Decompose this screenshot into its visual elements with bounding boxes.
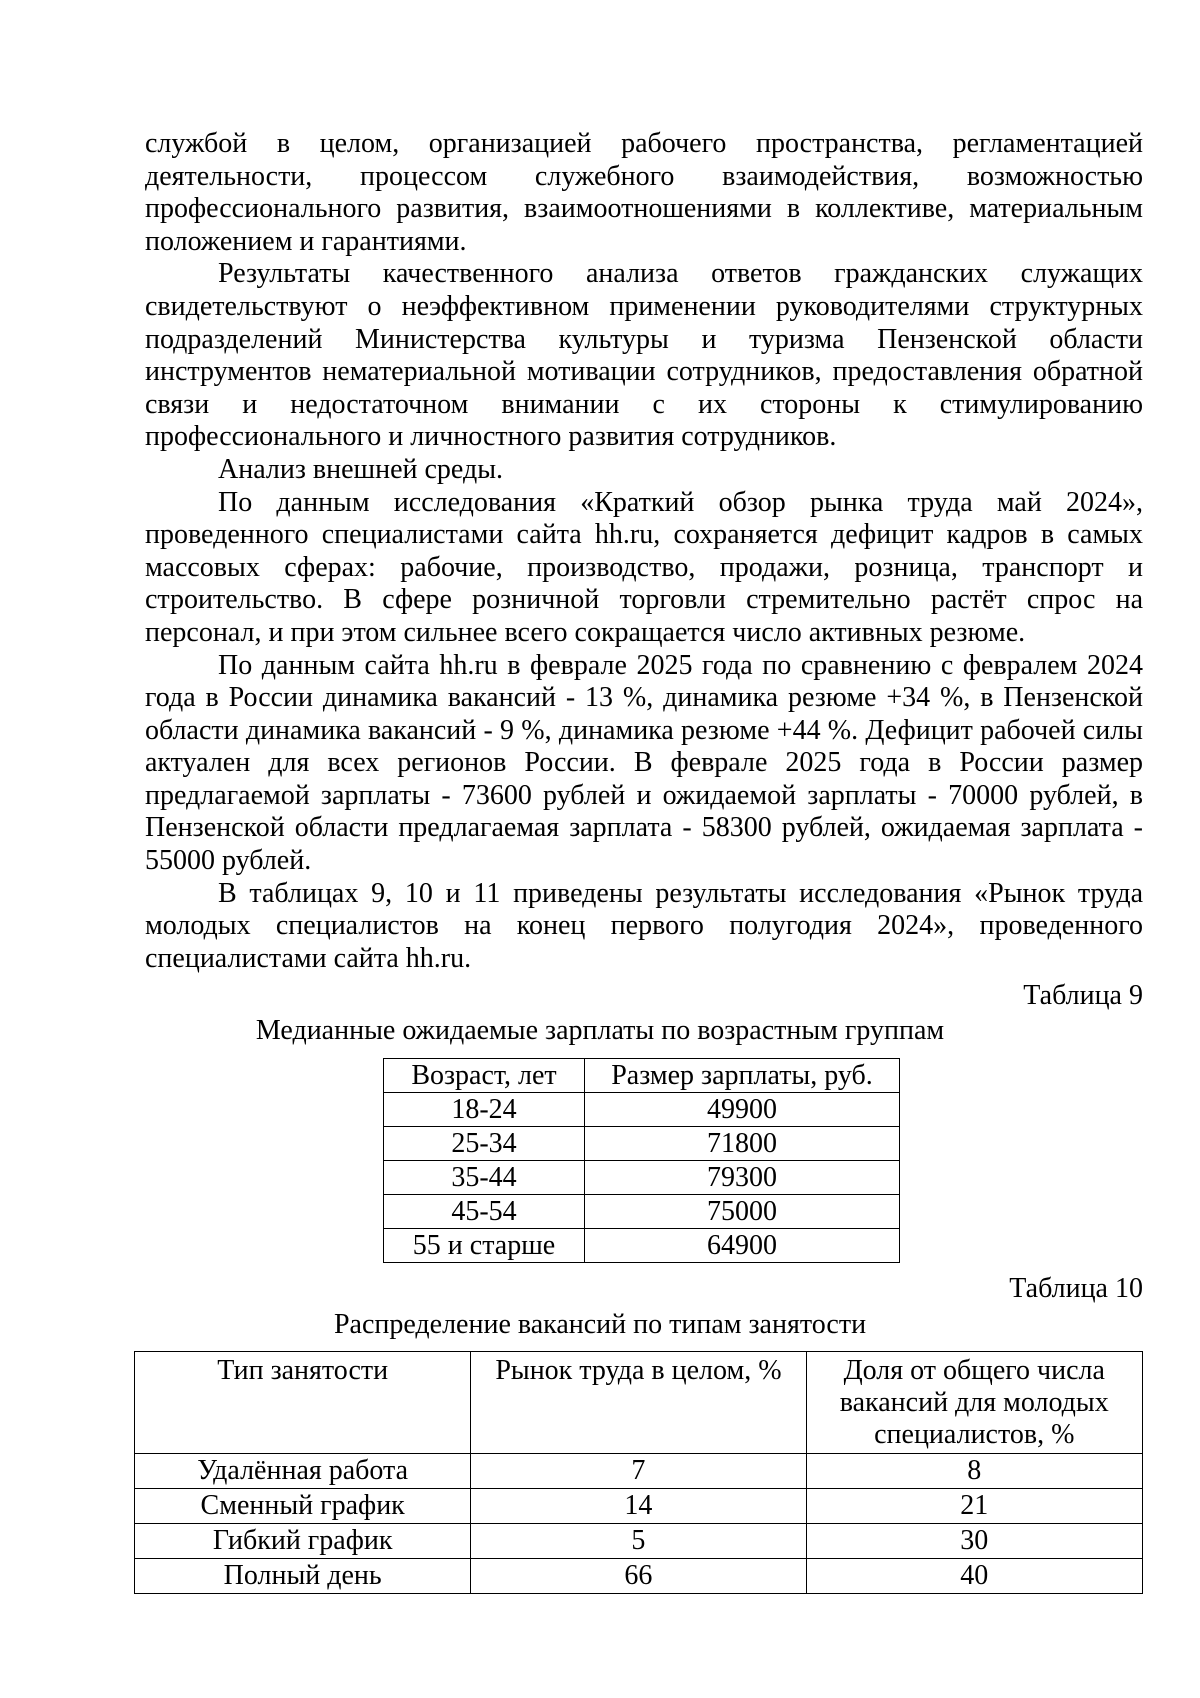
table-cell: 18-24 xyxy=(384,1093,585,1127)
body-text xyxy=(145,128,1143,975)
table-cell: 5 xyxy=(471,1524,806,1559)
table-header-cell: Размер зарплаты, руб. xyxy=(584,1059,899,1093)
table-row xyxy=(135,1454,1143,1489)
table-row xyxy=(384,1229,900,1263)
table-cell: 7 xyxy=(471,1454,806,1489)
table10 xyxy=(134,1351,1143,1594)
paragraph: В таблицах 9, 10 и 11 приведены результаты исследования «Рынок труда молодых специалистов на конец первого полугодия 2024», проведенного специалистами сайта hh.ru. xyxy=(145,877,1143,974)
table-cell: 64900 xyxy=(584,1229,899,1263)
table-cell: Гибкий график xyxy=(135,1524,471,1559)
table-cell: 40 xyxy=(806,1559,1142,1594)
table-cell: Полный день xyxy=(135,1559,471,1594)
table9-title: Медианные ожидаемые зарплаты по возрастным группам xyxy=(255,1015,945,1046)
table-cell: 21 xyxy=(806,1489,1142,1524)
table10-title: Распределение вакансий по типам занятости xyxy=(333,1309,867,1340)
table9-label: Таблица 9 xyxy=(1023,980,1143,1011)
table-cell: 8 xyxy=(806,1454,1142,1489)
table-header-cell: Возраст, лет xyxy=(384,1059,585,1093)
table-row xyxy=(135,1559,1143,1594)
paragraph: По данным сайта hh.ru в феврале 2025 года по сравнению с февралем 2024 года в России динамика вакансий - 13 %, динамика резюме +34 %, в Пензенской области динамика вакансий - 9 %, динамика резюме +44 %. Дефицит рабочей силы актуален для всех регионов России. В феврале 2025 года в России размер предлагаемой зарплаты - 73600 рублей и ожидаемой зарплаты - 70000 рублей, в Пензенской области предлагаемая зарплата - 58300 рублей, ожидаемая зарплата - 55000 рублей. xyxy=(145,649,1143,877)
table-cell: 66 xyxy=(471,1559,806,1594)
table-cell: 71800 xyxy=(584,1127,899,1161)
table-header-cell: Рынок труда в целом, % xyxy=(471,1352,806,1454)
table-header-row xyxy=(384,1059,900,1093)
table-cell: 79300 xyxy=(584,1161,899,1195)
table-row xyxy=(384,1195,900,1229)
section-heading: Анализ внешней среды. xyxy=(218,453,504,485)
table9 xyxy=(383,1058,900,1263)
paragraph: службой в целом, организацией рабочего пространства, регламентацией деятельности, процессом служебного взаимодействия, возможностью профессионального развития, взаимоотношениями в коллективе, материальным положением и гарантиями. xyxy=(145,128,1143,257)
table-row xyxy=(135,1524,1143,1559)
table-cell: 30 xyxy=(806,1524,1142,1559)
table-cell: Сменный график xyxy=(135,1489,471,1524)
table-row xyxy=(384,1161,900,1195)
table-row xyxy=(384,1093,900,1127)
table-cell: 25-34 xyxy=(384,1127,585,1161)
table-cell: 49900 xyxy=(584,1093,899,1127)
table-cell: 14 xyxy=(471,1489,806,1524)
paragraph: Результаты качественного анализа ответов гражданских служащих свидетельствуют о неэффективном применении руководителями структурных подразделений Министерства культуры и туризма Пензенской области инструментов нематериальной мотивации сотрудников, предоставления обратной связи и недостаточном внимании с их стороны к стимулированию профессионального и личностного развития сотрудников. xyxy=(145,258,1143,453)
table-cell: Удалённая работа xyxy=(135,1454,471,1489)
table10-label: Таблица 10 xyxy=(1009,1273,1143,1304)
table-row xyxy=(384,1127,900,1161)
paragraph: По данным исследования «Краткий обзор рынка труда май 2024», проведенного специалистами сайта hh.ru, сохраняется дефицит кадров в самых массовых сферах: рабочие, производство, продажи, розница, транспорт и строительство. В сфере розничной торговли стремительно растёт спрос на персонал, и при этом сильнее всего сокращается число активных резюме. xyxy=(145,486,1143,648)
table-cell: 45-54 xyxy=(384,1195,585,1229)
table-header-row xyxy=(135,1352,1143,1454)
table-cell: 35-44 xyxy=(384,1161,585,1195)
table-row xyxy=(135,1489,1143,1524)
table-cell: 55 и старше xyxy=(384,1229,585,1263)
table-header-cell: Тип занятости xyxy=(135,1352,471,1454)
table-cell: 75000 xyxy=(584,1195,899,1229)
table-header-cell: Доля от общего числа вакансий для молодых специалистов, % xyxy=(806,1352,1142,1454)
